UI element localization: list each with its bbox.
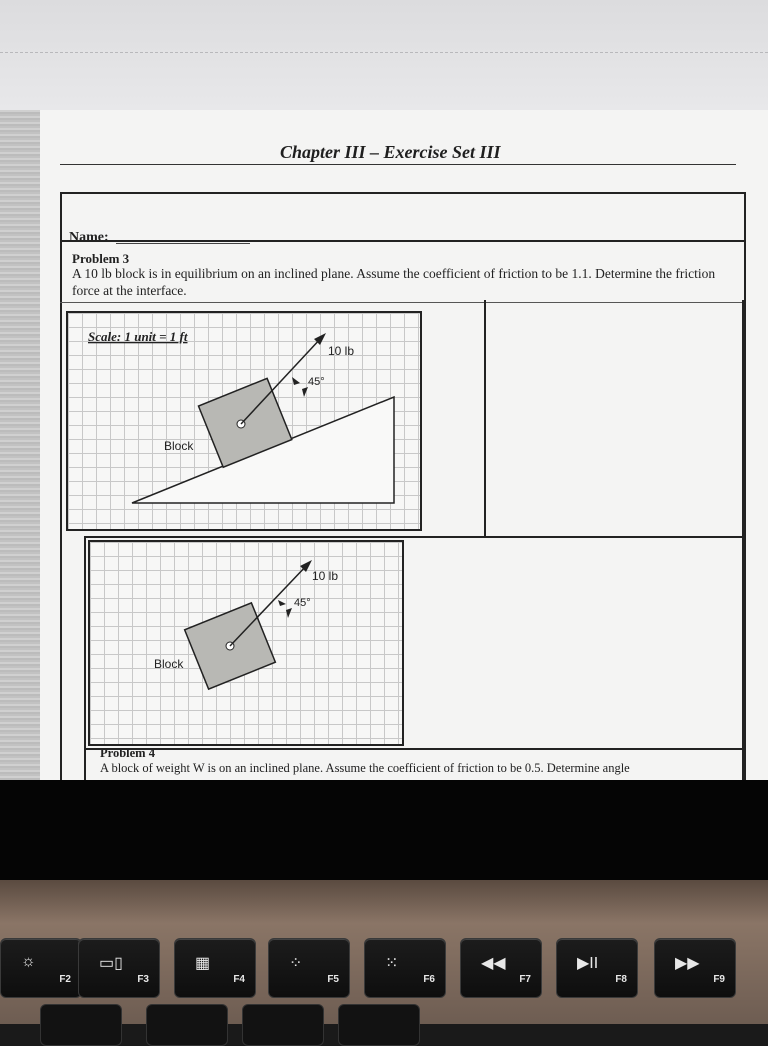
problem3-heading: Problem 3 xyxy=(72,251,130,266)
keyboard-key[interactable] xyxy=(146,1004,228,1046)
keyboard-light-up-icon: ⁙ xyxy=(385,955,399,972)
title-rule xyxy=(60,164,736,165)
angle-label: 45° xyxy=(308,376,325,388)
force-label: 10 lb xyxy=(328,344,355,358)
key-label: F3 xyxy=(137,974,149,985)
page-gutter xyxy=(0,110,40,780)
name-divider xyxy=(60,240,744,242)
key-label: F9 xyxy=(713,974,725,985)
play-pause-key[interactable] xyxy=(556,938,638,998)
name-field[interactable] xyxy=(116,243,250,244)
fast-forward-key[interactable] xyxy=(654,938,736,998)
launchpad-icon: ▦ xyxy=(195,955,211,972)
mission-control-icon: ▭▯ xyxy=(99,955,123,972)
angle-marker-bottom xyxy=(302,387,308,397)
page-title: Chapter III – Exercise Set III xyxy=(280,142,501,162)
angle-marker-bottom xyxy=(286,608,292,618)
diagram-free-body-svg xyxy=(90,542,402,744)
angle-marker-top xyxy=(278,600,286,606)
problem4-text: A block of weight W is on an inclined plane. Assume the coefficient of friction to be 0.5. Determine angle xyxy=(100,761,630,775)
problem4-divider xyxy=(86,748,742,750)
problem4-heading: Problem 4 xyxy=(100,746,155,760)
brightness-up-key[interactable] xyxy=(0,938,82,998)
viewer-header xyxy=(0,0,768,111)
key-label: F6 xyxy=(423,974,435,985)
scale-label: Scale: 1 unit = 1 ft xyxy=(88,329,188,344)
diagram-free-body xyxy=(88,540,404,746)
page-margin-guide xyxy=(0,52,768,53)
keyboard-light-down-icon: ⁘ xyxy=(289,955,303,972)
name-label: Name: xyxy=(69,230,109,245)
block-label: Block xyxy=(164,439,194,453)
launchpad-key[interactable] xyxy=(174,938,256,998)
key-label: F7 xyxy=(519,974,531,985)
problem3-text: A 10 lb block is in equilibrium on an inclined plane. Assume the coefficient of friction to be 1.1. Determine the friction force at the interface. xyxy=(72,266,716,298)
keyboard-light-up-key[interactable] xyxy=(364,938,446,998)
key-label: F5 xyxy=(327,974,339,985)
diagram-problem3-svg xyxy=(68,313,420,529)
force-label: 10 lb xyxy=(312,569,339,583)
rewind-icon: ◀◀ xyxy=(481,955,506,972)
key-label: F2 xyxy=(59,974,71,985)
brightness-icon: ☼ xyxy=(21,953,36,970)
answer-box xyxy=(484,300,744,538)
keyboard-key[interactable] xyxy=(40,1004,122,1046)
angle-label: 45° xyxy=(294,597,311,609)
mission-control-key[interactable] xyxy=(78,938,160,998)
keyboard-key[interactable] xyxy=(242,1004,324,1046)
block-label: Block xyxy=(154,657,184,671)
rewind-key[interactable] xyxy=(460,938,542,998)
diagram-problem3 xyxy=(66,311,422,531)
keyboard-light-down-key[interactable] xyxy=(268,938,350,998)
keyboard-key[interactable] xyxy=(338,1004,420,1046)
angle-marker-top xyxy=(292,377,300,385)
play-pause-icon: ▶II xyxy=(577,955,599,972)
key-label: F8 xyxy=(615,974,627,985)
fast-forward-icon: ▶▶ xyxy=(675,955,700,972)
key-label: F4 xyxy=(233,974,245,985)
